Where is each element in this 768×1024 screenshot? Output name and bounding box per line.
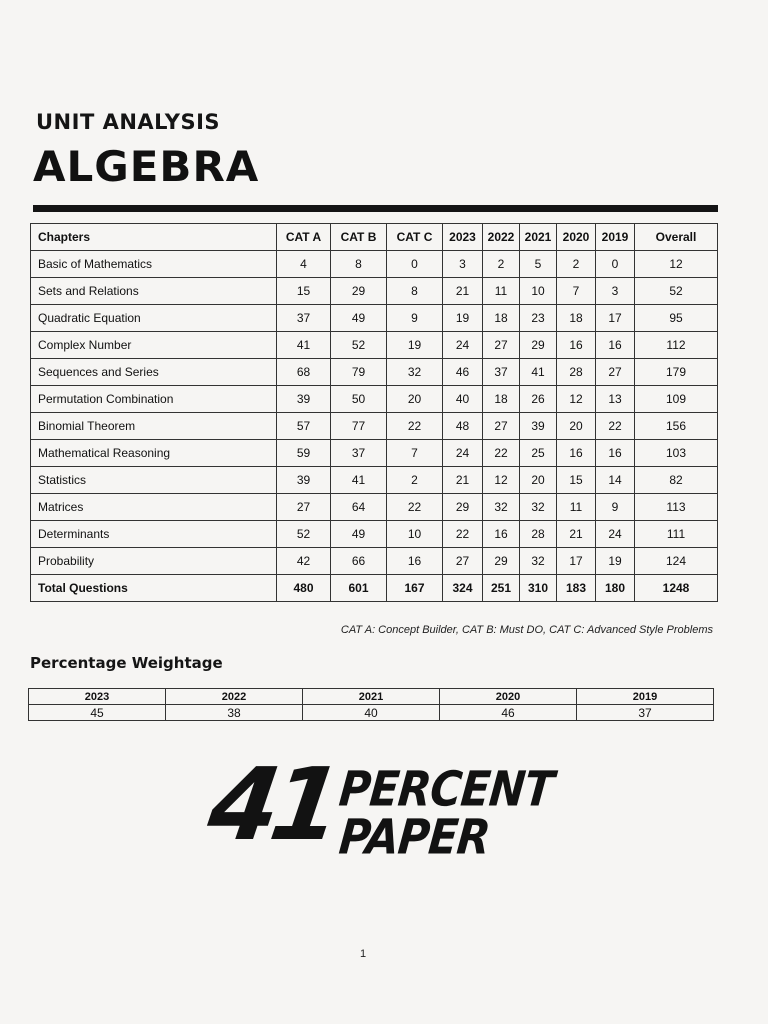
- chapter-name-cell: Permutation Combination: [31, 386, 277, 413]
- value-cell: 3: [443, 251, 483, 278]
- value-cell: 27: [277, 494, 331, 521]
- value-cell: 32: [387, 359, 443, 386]
- value-cell: 113: [635, 494, 718, 521]
- value-cell: 3: [596, 278, 635, 305]
- value-cell: 27: [443, 548, 483, 575]
- value-cell: 21: [443, 278, 483, 305]
- total-value-cell: 601: [331, 575, 387, 602]
- value-cell: 27: [596, 359, 635, 386]
- value-cell: 2: [557, 251, 596, 278]
- table-row: [31, 359, 718, 386]
- value-cell: 9: [596, 494, 635, 521]
- value-cell: 32: [520, 548, 557, 575]
- value-cell: 42: [277, 548, 331, 575]
- chapter-name-cell: Mathematical Reasoning: [31, 440, 277, 467]
- value-cell: 21: [443, 467, 483, 494]
- value-cell: 23: [520, 305, 557, 332]
- value-cell: 41: [331, 467, 387, 494]
- value-cell: 15: [277, 278, 331, 305]
- value-cell: 20: [520, 467, 557, 494]
- weightage-year-cell: 2020: [440, 689, 577, 705]
- table-row: [31, 413, 718, 440]
- value-cell: 82: [635, 467, 718, 494]
- weightage-year-cell: 2021: [303, 689, 440, 705]
- value-cell: 19: [387, 332, 443, 359]
- value-cell: 8: [331, 251, 387, 278]
- title-divider: [33, 205, 718, 212]
- value-cell: 22: [387, 413, 443, 440]
- weightage-year-row: [29, 689, 714, 705]
- total-row: [31, 575, 718, 602]
- brand-line-percent: PERCENT: [336, 762, 556, 818]
- value-cell: 16: [596, 332, 635, 359]
- value-cell: 52: [277, 521, 331, 548]
- value-cell: 64: [331, 494, 387, 521]
- table-row: [31, 278, 718, 305]
- table-row: [31, 386, 718, 413]
- value-cell: 28: [557, 359, 596, 386]
- value-cell: 4: [277, 251, 331, 278]
- value-cell: 68: [277, 359, 331, 386]
- table-row: [31, 305, 718, 332]
- value-cell: 9: [387, 305, 443, 332]
- value-cell: 15: [557, 467, 596, 494]
- total-value-cell: 324: [443, 575, 483, 602]
- value-cell: 29: [520, 332, 557, 359]
- value-cell: 59: [277, 440, 331, 467]
- table-row: [31, 548, 718, 575]
- value-cell: 0: [387, 251, 443, 278]
- value-cell: 18: [483, 305, 520, 332]
- column-header: CAT A: [277, 224, 331, 251]
- brand-number: 41: [201, 746, 342, 863]
- weightage-table: [28, 688, 714, 721]
- value-cell: 16: [483, 521, 520, 548]
- value-cell: 41: [520, 359, 557, 386]
- weightage-value-cell: 45: [29, 705, 166, 721]
- value-cell: 29: [331, 278, 387, 305]
- value-cell: 7: [387, 440, 443, 467]
- value-cell: 112: [635, 332, 718, 359]
- value-cell: 22: [483, 440, 520, 467]
- value-cell: 13: [596, 386, 635, 413]
- table-row: [31, 332, 718, 359]
- table-row: [31, 251, 718, 278]
- column-header: CAT C: [387, 224, 443, 251]
- table-header-row: [31, 224, 718, 251]
- chapter-name-cell: Probability: [31, 548, 277, 575]
- value-cell: 27: [483, 332, 520, 359]
- value-cell: 179: [635, 359, 718, 386]
- value-cell: 22: [443, 521, 483, 548]
- column-header: 2022: [483, 224, 520, 251]
- chapter-analysis-table: [30, 223, 718, 602]
- value-cell: 18: [557, 305, 596, 332]
- weightage-value-cell: 37: [577, 705, 714, 721]
- value-cell: 41: [277, 332, 331, 359]
- unit-analysis-label: UNIT ANALYSIS: [36, 110, 221, 134]
- weightage-year-cell: 2019: [577, 689, 714, 705]
- weightage-value-row: [29, 705, 714, 721]
- value-cell: 52: [635, 278, 718, 305]
- value-cell: 17: [596, 305, 635, 332]
- value-cell: 39: [277, 467, 331, 494]
- value-cell: 19: [443, 305, 483, 332]
- value-cell: 20: [557, 413, 596, 440]
- brand-line-paper: PAPER: [336, 810, 492, 866]
- table-row: [31, 521, 718, 548]
- value-cell: 16: [557, 440, 596, 467]
- value-cell: 109: [635, 386, 718, 413]
- value-cell: 66: [331, 548, 387, 575]
- value-cell: 22: [387, 494, 443, 521]
- value-cell: 95: [635, 305, 718, 332]
- value-cell: 37: [483, 359, 520, 386]
- value-cell: 7: [557, 278, 596, 305]
- weightage-heading: Percentage Weightage: [30, 654, 223, 672]
- value-cell: 0: [596, 251, 635, 278]
- page-title: ALGEBRA: [33, 142, 260, 191]
- value-cell: 2: [483, 251, 520, 278]
- value-cell: 11: [483, 278, 520, 305]
- column-header: 2023: [443, 224, 483, 251]
- chapter-name-cell: Quadratic Equation: [31, 305, 277, 332]
- value-cell: 20: [387, 386, 443, 413]
- chapter-name-cell: Determinants: [31, 521, 277, 548]
- value-cell: 16: [596, 440, 635, 467]
- weightage-year-cell: 2022: [166, 689, 303, 705]
- weightage-year-cell: 2023: [29, 689, 166, 705]
- value-cell: 10: [387, 521, 443, 548]
- chapter-name-cell: Complex Number: [31, 332, 277, 359]
- column-header: CAT B: [331, 224, 387, 251]
- total-value-cell: 480: [277, 575, 331, 602]
- chapter-name-cell: Binomial Theorem: [31, 413, 277, 440]
- value-cell: 50: [331, 386, 387, 413]
- total-value-cell: 183: [557, 575, 596, 602]
- brand-logo: [201, 746, 556, 874]
- value-cell: 16: [387, 548, 443, 575]
- value-cell: 103: [635, 440, 718, 467]
- table-row: [31, 467, 718, 494]
- table-row: [31, 494, 718, 521]
- value-cell: 77: [331, 413, 387, 440]
- value-cell: 111: [635, 521, 718, 548]
- chapter-name-cell: Matrices: [31, 494, 277, 521]
- value-cell: 52: [331, 332, 387, 359]
- table-row: [31, 440, 718, 467]
- value-cell: 8: [387, 278, 443, 305]
- total-value-cell: 310: [520, 575, 557, 602]
- value-cell: 37: [277, 305, 331, 332]
- value-cell: 29: [443, 494, 483, 521]
- column-header: 2021: [520, 224, 557, 251]
- weightage-value-cell: 40: [303, 705, 440, 721]
- total-value-cell: 167: [387, 575, 443, 602]
- value-cell: 12: [635, 251, 718, 278]
- value-cell: 12: [557, 386, 596, 413]
- value-cell: 10: [520, 278, 557, 305]
- chapter-name-cell: Sets and Relations: [31, 278, 277, 305]
- value-cell: 28: [520, 521, 557, 548]
- value-cell: 49: [331, 305, 387, 332]
- value-cell: 11: [557, 494, 596, 521]
- value-cell: 48: [443, 413, 483, 440]
- total-value-cell: 180: [596, 575, 635, 602]
- value-cell: 18: [483, 386, 520, 413]
- value-cell: 26: [520, 386, 557, 413]
- chapter-name-cell: Basic of Mathematics: [31, 251, 277, 278]
- value-cell: 32: [520, 494, 557, 521]
- value-cell: 22: [596, 413, 635, 440]
- column-header: Overall: [635, 224, 718, 251]
- value-cell: 24: [596, 521, 635, 548]
- column-header: Chapters: [31, 224, 277, 251]
- value-cell: 29: [483, 548, 520, 575]
- total-value-cell: 1248: [635, 575, 718, 602]
- value-cell: 25: [520, 440, 557, 467]
- value-cell: 19: [596, 548, 635, 575]
- value-cell: 5: [520, 251, 557, 278]
- column-header: 2019: [596, 224, 635, 251]
- column-header: 2020: [557, 224, 596, 251]
- value-cell: 2: [387, 467, 443, 494]
- value-cell: 27: [483, 413, 520, 440]
- chapter-name-cell: Sequences and Series: [31, 359, 277, 386]
- value-cell: 124: [635, 548, 718, 575]
- value-cell: 12: [483, 467, 520, 494]
- value-cell: 17: [557, 548, 596, 575]
- value-cell: 14: [596, 467, 635, 494]
- category-footnote: CAT A: Concept Builder, CAT B: Must DO, CAT C: Advanced Style Problems: [340, 624, 713, 636]
- value-cell: 49: [331, 521, 387, 548]
- value-cell: 24: [443, 440, 483, 467]
- value-cell: 24: [443, 332, 483, 359]
- value-cell: 39: [520, 413, 557, 440]
- value-cell: 32: [483, 494, 520, 521]
- value-cell: 156: [635, 413, 718, 440]
- value-cell: 39: [277, 386, 331, 413]
- value-cell: 16: [557, 332, 596, 359]
- weightage-value-cell: 38: [166, 705, 303, 721]
- value-cell: 37: [331, 440, 387, 467]
- page-number: 1: [360, 948, 367, 960]
- total-value-cell: 251: [483, 575, 520, 602]
- total-label-cell: Total Questions: [31, 575, 277, 602]
- value-cell: 21: [557, 521, 596, 548]
- value-cell: 40: [443, 386, 483, 413]
- value-cell: 79: [331, 359, 387, 386]
- value-cell: 57: [277, 413, 331, 440]
- weightage-value-cell: 46: [440, 705, 577, 721]
- chapter-name-cell: Statistics: [31, 467, 277, 494]
- value-cell: 46: [443, 359, 483, 386]
